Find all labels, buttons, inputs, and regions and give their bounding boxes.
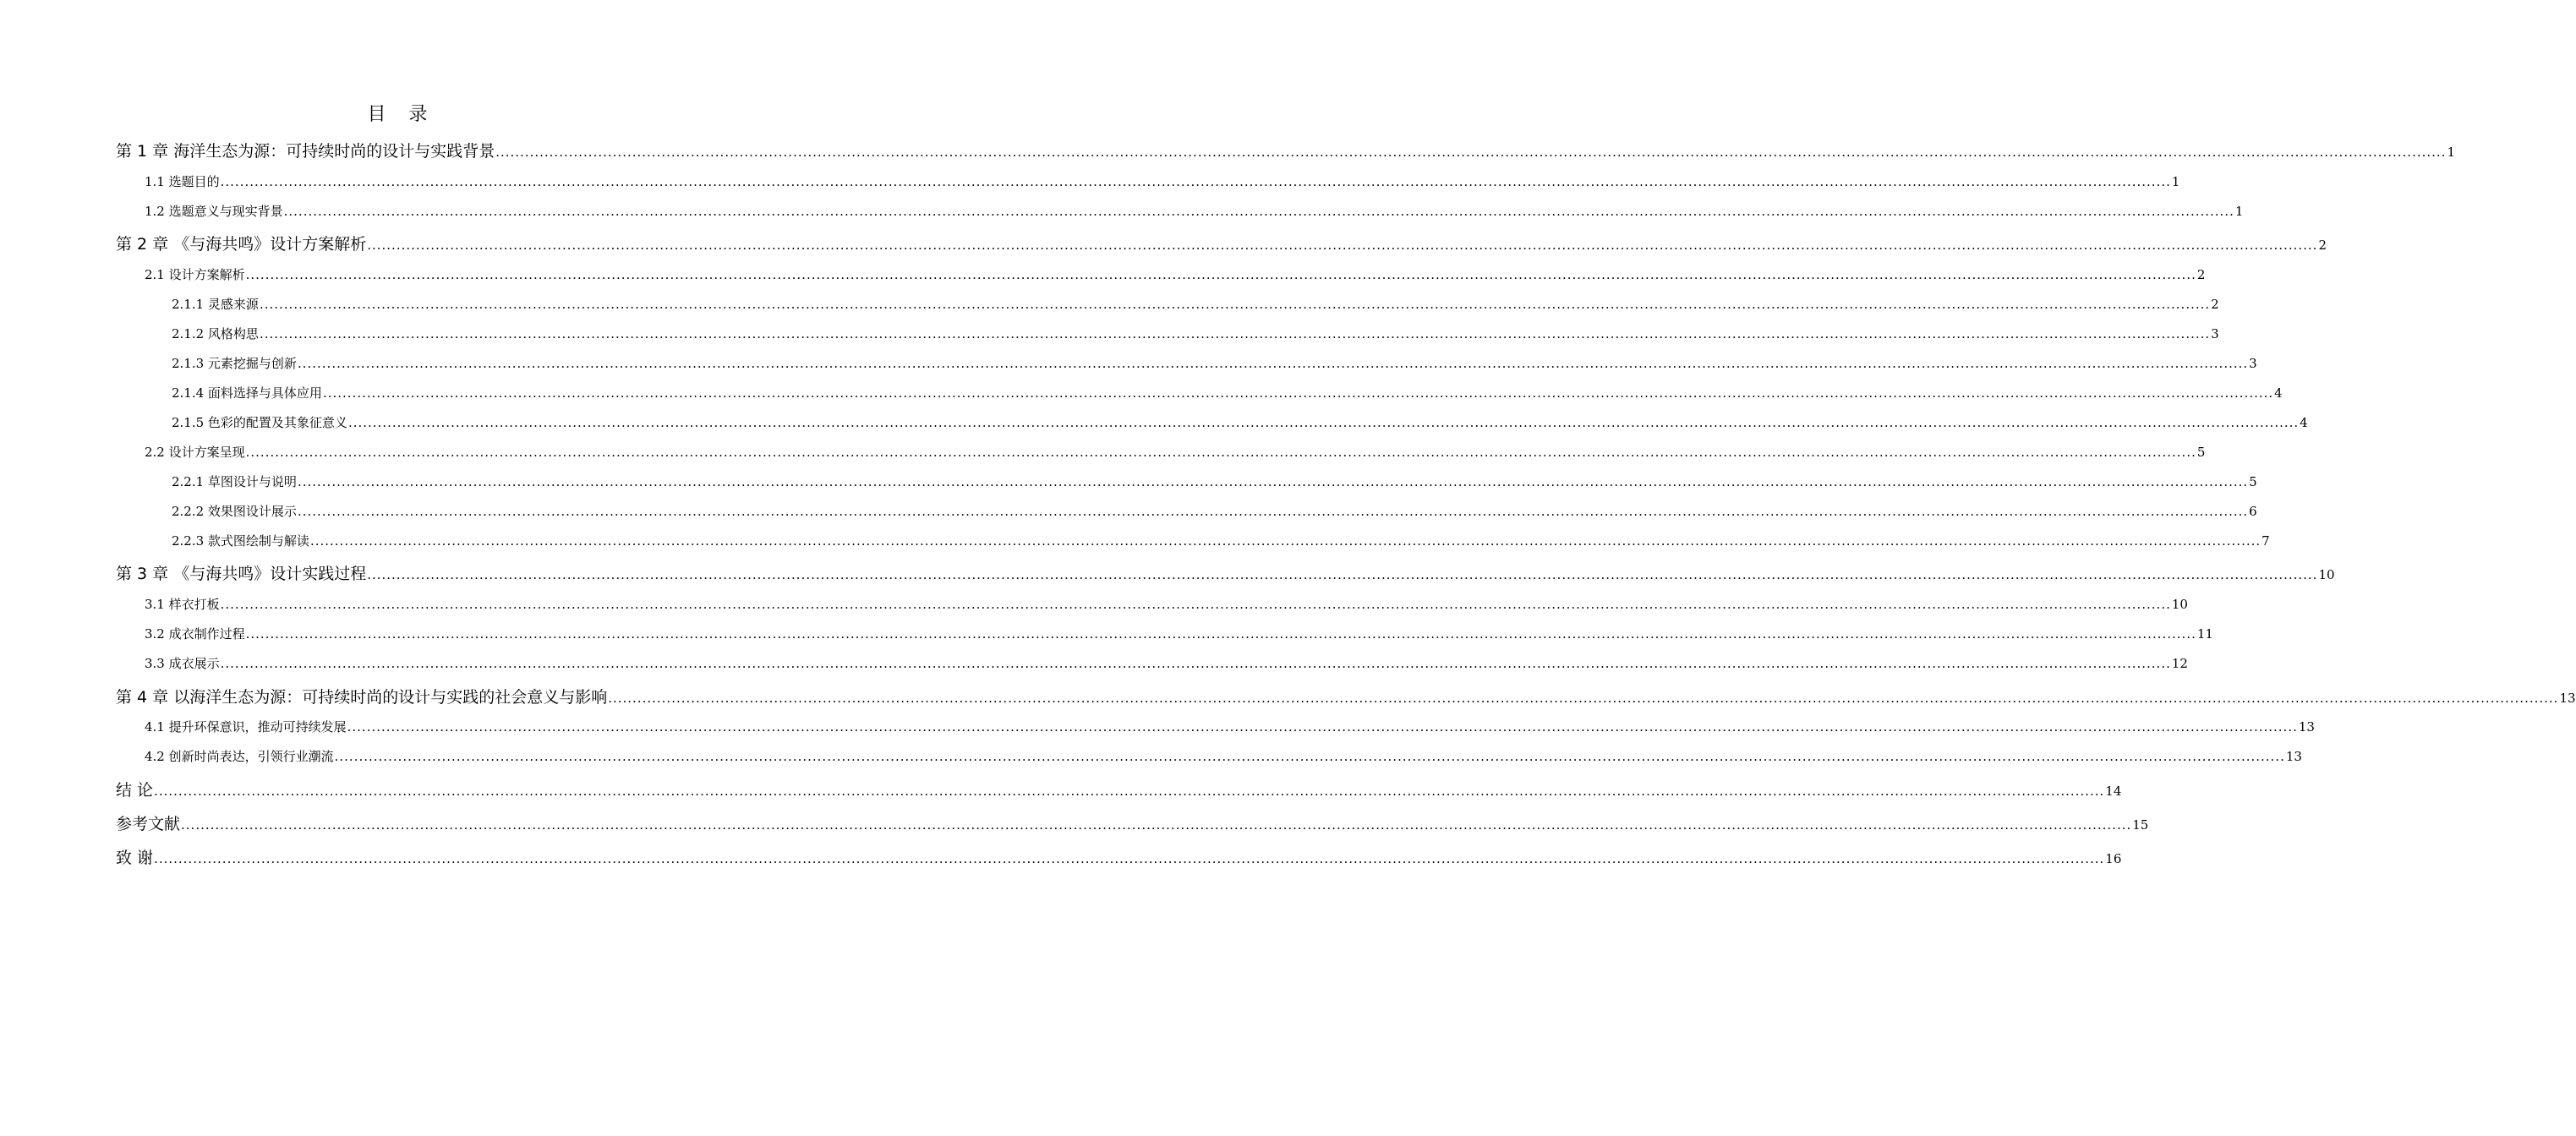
dot-leader: ................................................................................................................................................................................................................................................................................................................................................................................................................ [367, 238, 2318, 253]
toc-entry-label: 2.1.2 风格构思 [172, 326, 259, 341]
toc-entry-label: 结 论 [116, 781, 154, 800]
toc-page-number: 5 [2249, 474, 2257, 489]
toc-page-number: 1 [2234, 204, 2244, 219]
dot-leader: ................................................................................................................................................................................................................................................................................................................................................................................................................ [245, 626, 2196, 642]
toc-page-number: 13 [2298, 719, 2315, 735]
dot-leader: ................................................................................................................................................................................................................................................................................................................................................................................................................ [259, 326, 2211, 341]
toc-entry-label: 2.1.5 色彩的配置及其象征意义 [172, 415, 347, 430]
dot-leader: ................................................................................................................................................................................................................................................................................................................................................................................................................ [297, 474, 2249, 489]
toc-page-number: 4 [2274, 385, 2283, 401]
dot-leader: ................................................................................................................................................................................................................................................................................................................................................................................................................ [220, 597, 2171, 612]
dot-leader: ................................................................................................................................................................................................................................................................................................................................................................................................................ [181, 817, 2132, 833]
toc-section-entry[interactable] [145, 746, 2302, 767]
toc-section-entry[interactable] [145, 201, 2244, 221]
toc-page-number: 5 [2196, 445, 2206, 460]
toc-entry-label: 第 1 章 海洋生态为源：可持续时尚的设计与实践背景 [116, 142, 495, 161]
toc-section-entry[interactable] [172, 412, 2308, 433]
toc-entry-label: 2.2 设计方案呈现 [145, 445, 245, 460]
toc-chapter-entry[interactable] [116, 685, 2576, 711]
toc-section-entry[interactable] [145, 172, 2180, 192]
toc-entry-label: 1.1 选题目的 [145, 174, 220, 189]
toc-page-number: 15 [2132, 817, 2149, 833]
toc-page-number: 16 [2105, 851, 2122, 866]
toc-section-entry[interactable] [145, 442, 2206, 462]
toc-section-entry[interactable] [172, 472, 2257, 492]
toc-entry-label: 致 谢 [116, 849, 154, 867]
toc-page-number: 13 [2559, 691, 2576, 706]
toc-entry-label: 2.1.4 面料选择与具体应用 [172, 385, 322, 401]
dot-leader: ................................................................................................................................................................................................................................................................................................................................................................................................................ [608, 691, 2559, 706]
toc-page-number: 1 [2171, 174, 2180, 189]
toc-section-entry[interactable] [172, 531, 2270, 551]
toc-page-number: 2 [2318, 238, 2327, 253]
toc-entry-label: 3.3 成衣展示 [145, 656, 220, 671]
toc-entry-label: 4.1 提升环保意识，推动可持续发展 [145, 719, 347, 735]
toc-page-number: 3 [2249, 356, 2257, 371]
dot-leader: ................................................................................................................................................................................................................................................................................................................................................................................................................ [347, 719, 2298, 735]
toc-page-number: 10 [2171, 597, 2188, 612]
toc-section-entry[interactable] [145, 594, 2188, 614]
toc-page-number: 10 [2318, 567, 2335, 582]
dot-leader: ................................................................................................................................................................................................................................................................................................................................................................................................................ [297, 504, 2249, 519]
page-title: 目 录 [367, 104, 436, 125]
dot-leader: ................................................................................................................................................................................................................................................................................................................................................................................................................ [283, 204, 2234, 219]
toc-entry-label: 2.1.1 灵感来源 [172, 297, 259, 312]
dot-leader: ................................................................................................................................................................................................................................................................................................................................................................................................................ [245, 267, 2196, 282]
dot-leader: ................................................................................................................................................................................................................................................................................................................................................................................................................ [297, 356, 2249, 371]
toc-section-entry[interactable] [172, 324, 2219, 344]
toc-page-number: 13 [2285, 749, 2302, 764]
toc-page-number: 12 [2171, 656, 2188, 671]
toc-page-number: 2 [2211, 297, 2219, 312]
toc-entry-label: 2.2.2 效果图设计展示 [172, 504, 297, 519]
toc-entry-label: 4.2 创新时尚表达，引领行业潮流 [145, 749, 334, 764]
toc-page-number: 2 [2196, 267, 2206, 282]
toc-entry-label: 2.1.3 元素挖掘与创新 [172, 356, 297, 371]
toc-entry-label: 2.2.3 款式图绘制与解读 [172, 533, 309, 549]
toc-page-number: 6 [2249, 504, 2257, 519]
toc-entry-label: 第 2 章 《与海共鸣》设计方案解析 [116, 235, 367, 254]
dot-leader: ................................................................................................................................................................................................................................................................................................................................................................................................................ [367, 567, 2318, 582]
toc-section-entry[interactable] [145, 265, 2206, 285]
toc-chapter-entry[interactable] [116, 845, 2122, 871]
toc-section-entry[interactable] [145, 653, 2188, 674]
toc-section-entry[interactable] [145, 624, 2213, 644]
toc-section-entry[interactable] [172, 501, 2257, 522]
toc-page-number: 7 [2262, 533, 2270, 549]
dot-leader: ................................................................................................................................................................................................................................................................................................................................................................................................................ [259, 297, 2211, 312]
toc-chapter-entry[interactable] [116, 778, 2122, 804]
toc-entry-label: 3.2 成衣制作过程 [145, 626, 245, 642]
dot-leader: ................................................................................................................................................................................................................................................................................................................................................................................................................ [245, 445, 2196, 460]
toc-section-entry[interactable] [172, 294, 2219, 314]
dot-leader: ................................................................................................................................................................................................................................................................................................................................................................................................................ [220, 174, 2171, 189]
dot-leader: ................................................................................................................................................................................................................................................................................................................................................................................................................ [347, 415, 2300, 430]
toc-entry-label: 第 3 章 《与海共鸣》设计实践过程 [116, 565, 367, 583]
toc-entry-label: 1.2 选题意义与现实背景 [145, 204, 283, 219]
toc-entry-label: 2.2.1 草图设计与说明 [172, 474, 297, 489]
toc-page-number: 14 [2105, 784, 2122, 799]
toc-section-entry[interactable] [145, 717, 2315, 737]
dot-leader: ................................................................................................................................................................................................................................................................................................................................................................................................................ [154, 784, 2105, 799]
toc-chapter-entry[interactable] [116, 139, 2455, 165]
toc-page-number: 11 [2196, 626, 2213, 642]
dot-leader: ................................................................................................................................................................................................................................................................................................................................................................................................................ [220, 656, 2171, 671]
toc-page-number: 3 [2211, 326, 2219, 341]
toc-entry-label: 第 4 章 以海洋生态为源：可持续时尚的设计与实践的社会意义与影响 [116, 688, 608, 707]
dot-leader: ................................................................................................................................................................................................................................................................................................................................................................................................................ [334, 749, 2285, 764]
toc-chapter-entry[interactable] [116, 811, 2149, 838]
toc-entry-label: 3.1 样衣打板 [145, 597, 220, 612]
toc-page-number: 4 [2300, 415, 2308, 430]
dot-leader: ................................................................................................................................................................................................................................................................................................................................................................................................................ [154, 851, 2105, 866]
dot-leader: ................................................................................................................................................................................................................................................................................................................................................................................................................ [322, 385, 2274, 401]
toc-page-number: 1 [2447, 145, 2455, 160]
toc-section-entry[interactable] [172, 383, 2283, 403]
toc-entry-label: 2.1 设计方案解析 [145, 267, 245, 282]
toc-chapter-entry[interactable] [116, 561, 2335, 587]
dot-leader: ................................................................................................................................................................................................................................................................................................................................................................................................................ [495, 145, 2447, 160]
toc-chapter-entry[interactable] [116, 232, 2327, 258]
toc-entry-label: 参考文献 [116, 815, 181, 833]
dot-leader: ................................................................................................................................................................................................................................................................................................................................................................................................................ [309, 533, 2262, 549]
toc-section-entry[interactable] [172, 353, 2257, 374]
